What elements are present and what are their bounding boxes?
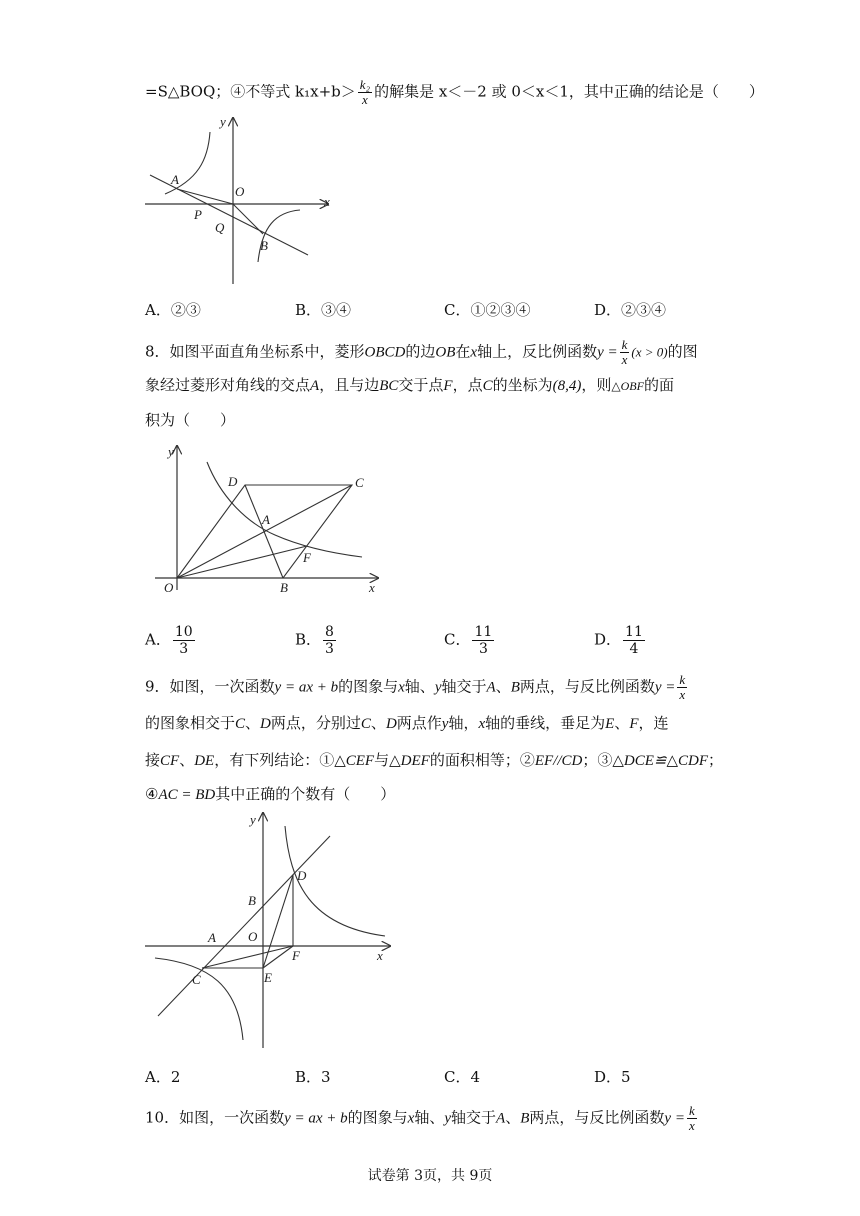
q9-label-f: F xyxy=(292,948,300,963)
q7-label-p: P xyxy=(194,207,202,222)
q7-fraction: $\frac{\text{k₂}}{x}$ xyxy=(359,77,371,107)
q9-line-1: 9．如图，一次函数y = ax + b的图象与x轴、y轴交于A、B两点，与反比例函数y = $\frac{k}{x}$ xyxy=(145,672,686,702)
q7-option-d[interactable]: D．②③④ xyxy=(594,301,667,319)
q7-label-b: B xyxy=(260,238,268,253)
q9-line-cd xyxy=(158,836,330,1016)
q8-line-2: 象经过菱形对角线的交点A，且与边BC交于点F，点C的坐标为(8,4)，则△OBF的面 xyxy=(145,376,674,394)
q9-segment-de xyxy=(263,875,293,968)
q8-options xyxy=(145,624,745,664)
q9-line-2: 的图象相交于C、D两点，分别过C、D两点作y轴，x轴的垂线，垂足为E、F，连 xyxy=(145,714,669,732)
q9-label-a: A xyxy=(208,930,216,945)
q7-label-y: y xyxy=(220,114,226,129)
q9-option-c[interactable]: C．4 xyxy=(444,1068,481,1086)
q8-option-b[interactable]: B． $\frac{8}{3}$ xyxy=(295,624,334,657)
q9-line-4: ④AC = BD其中正确的个数有（ ） xyxy=(145,785,396,803)
q7-segment-ao xyxy=(177,189,233,204)
q7-label-x: x xyxy=(324,194,330,209)
q7-option-c[interactable]: C．①②③④ xyxy=(444,301,531,319)
q8-option-a[interactable]: A． $\frac{10}{3}$ xyxy=(145,624,193,657)
q7-label-o: O xyxy=(235,184,245,199)
q7-hyperbola-right xyxy=(258,210,300,262)
q7-line-ab xyxy=(150,175,308,255)
q8-figure xyxy=(150,440,390,600)
q8-label-y: y xyxy=(168,444,174,459)
q9-label-x: x xyxy=(377,948,383,963)
q8-option-d[interactable]: D． $\frac{11}{4}$ xyxy=(594,624,643,657)
q7-label-q: Q xyxy=(215,220,225,235)
q9-figure xyxy=(140,808,395,1053)
q9-hyperbola-lower xyxy=(155,958,243,1040)
q7-options xyxy=(145,299,745,323)
q8-label-a: A xyxy=(262,512,270,527)
q8-line-3: 积为（ ） xyxy=(145,411,236,429)
q7-text-line xyxy=(145,78,764,107)
q8-label-x: x xyxy=(369,580,375,595)
q9-option-a[interactable]: A．2 xyxy=(145,1068,181,1086)
q7-option-b[interactable]: B．③④ xyxy=(295,301,352,319)
q9-line-3: 接CF、DE，有下列结论：①△CEF与△DEF的面积相等；②EF//CD；③△DCE≌△CDF； xyxy=(145,751,723,769)
q7-text-a: =S△BOQ；④不等式 k₁x+b＞ xyxy=(145,82,356,101)
q9-label-e: E xyxy=(264,970,272,985)
q9-segment-cf xyxy=(202,946,293,968)
q9-label-y: y xyxy=(250,812,256,827)
q8-label-d: D xyxy=(228,474,238,489)
q9-label-d: D xyxy=(297,868,307,883)
q8-label-f: F xyxy=(303,550,311,565)
q9-label-c: C xyxy=(192,972,201,987)
q9-option-b[interactable]: B．3 xyxy=(295,1068,331,1086)
q8-label-b: B xyxy=(280,580,288,595)
q8-label-o: O xyxy=(164,580,174,595)
q9-option-d[interactable]: D．5 xyxy=(594,1068,631,1086)
page-footer: 试卷第 3页，共 9页 xyxy=(367,1168,493,1184)
q7-figure xyxy=(140,112,340,287)
q7-label-a: A xyxy=(171,172,179,187)
q8-label-c: C xyxy=(355,475,364,490)
q7-text-b: 的解集是 x＜－2 或 0＜x＜1，其中正确的结论是（ ） xyxy=(374,82,764,101)
q8-diagonal-db xyxy=(245,485,283,578)
q9-label-b: B xyxy=(248,893,256,908)
q8-option-c[interactable]: C． $\frac{11}{3}$ xyxy=(444,624,493,657)
q7-option-a[interactable]: A．②③ xyxy=(145,301,201,319)
q9-label-o: O xyxy=(248,929,258,944)
q8-line-1: 8．如图平面直角坐标系中，菱形OBCD的边OB在x轴上，反比例函数y = $\frac{k}{x}$ (x > 0)的图 xyxy=(145,337,698,367)
q9-options xyxy=(145,1066,745,1090)
q10-line-1: 10．如图，一次函数y = ax + b的图象与x轴、y轴交于A、B两点，与反比例函数y = $\frac{k}{x}$ xyxy=(145,1103,695,1133)
